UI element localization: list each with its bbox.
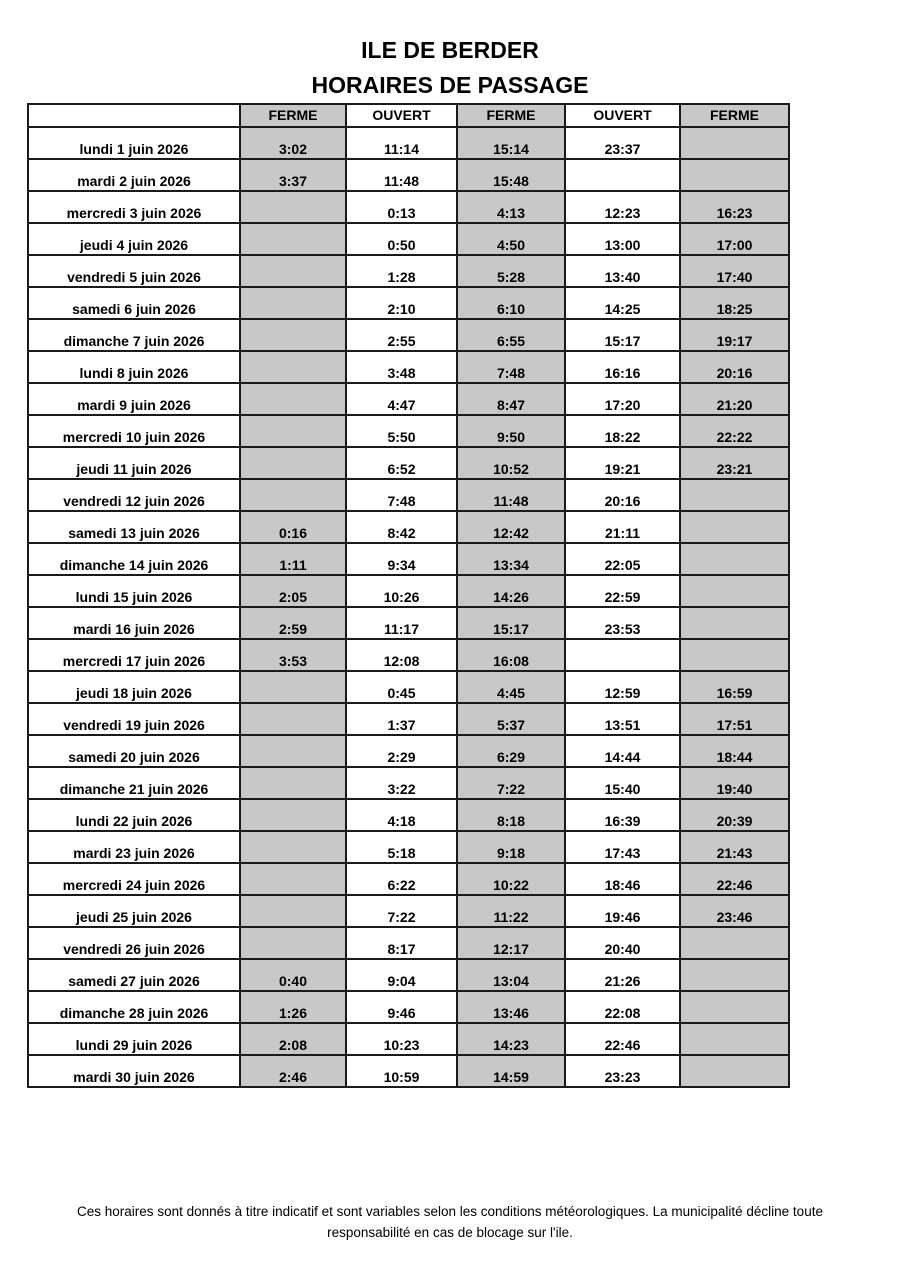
time-cell-ouvert-2: 17:43 bbox=[565, 831, 680, 863]
time-cell-ferme-1: 2:08 bbox=[240, 1023, 346, 1055]
date-cell: jeudi 25 juin 2026 bbox=[28, 895, 240, 927]
date-cell: vendredi 5 juin 2026 bbox=[28, 255, 240, 287]
time-cell-ferme-3: 20:39 bbox=[680, 799, 789, 831]
table-row bbox=[28, 671, 789, 703]
time-cell-ouvert-1: 10:23 bbox=[346, 1023, 457, 1055]
time-cell-ouvert-2: 22:59 bbox=[565, 575, 680, 607]
table-row bbox=[28, 255, 789, 287]
time-cell-ferme-2: 5:37 bbox=[457, 703, 565, 735]
table-row bbox=[28, 543, 789, 575]
time-cell-ferme-2: 6:29 bbox=[457, 735, 565, 767]
time-cell-ouvert-2: 19:21 bbox=[565, 447, 680, 479]
time-cell-ferme-1: 1:11 bbox=[240, 543, 346, 575]
time-cell-ouvert-1: 4:18 bbox=[346, 799, 457, 831]
time-cell-ouvert-2: 12:23 bbox=[565, 191, 680, 223]
time-cell-ferme-2: 8:18 bbox=[457, 799, 565, 831]
time-cell-ferme-3 bbox=[680, 991, 789, 1023]
date-cell: mercredi 17 juin 2026 bbox=[28, 639, 240, 671]
column-header-ferme-3: FERME bbox=[680, 104, 789, 127]
column-header-ferme-1: FERME bbox=[240, 104, 346, 127]
table-row bbox=[28, 607, 789, 639]
date-cell: mercredi 24 juin 2026 bbox=[28, 863, 240, 895]
time-cell-ferme-2: 15:48 bbox=[457, 159, 565, 191]
time-cell-ferme-1 bbox=[240, 735, 346, 767]
time-cell-ferme-2: 14:59 bbox=[457, 1055, 565, 1087]
time-cell-ferme-1: 1:26 bbox=[240, 991, 346, 1023]
column-header-ouvert-1: OUVERT bbox=[346, 104, 457, 127]
time-cell-ferme-2: 13:46 bbox=[457, 991, 565, 1023]
time-cell-ferme-1: 2:05 bbox=[240, 575, 346, 607]
table-row bbox=[28, 287, 789, 319]
time-cell-ouvert-2: 23:37 bbox=[565, 127, 680, 159]
time-cell-ferme-1: 0:40 bbox=[240, 959, 346, 991]
time-cell-ferme-2: 7:22 bbox=[457, 767, 565, 799]
time-cell-ouvert-2: 22:05 bbox=[565, 543, 680, 575]
date-cell: jeudi 4 juin 2026 bbox=[28, 223, 240, 255]
time-cell-ouvert-1: 7:48 bbox=[346, 479, 457, 511]
time-cell-ouvert-2: 13:00 bbox=[565, 223, 680, 255]
date-cell: lundi 29 juin 2026 bbox=[28, 1023, 240, 1055]
time-cell-ouvert-1: 6:52 bbox=[346, 447, 457, 479]
table-row bbox=[28, 159, 789, 191]
time-cell-ouvert-1: 2:55 bbox=[346, 319, 457, 351]
time-cell-ferme-2: 4:50 bbox=[457, 223, 565, 255]
time-cell-ouvert-2 bbox=[565, 639, 680, 671]
time-cell-ouvert-1: 0:50 bbox=[346, 223, 457, 255]
time-cell-ferme-2: 13:34 bbox=[457, 543, 565, 575]
date-cell: jeudi 11 juin 2026 bbox=[28, 447, 240, 479]
date-cell: samedi 6 juin 2026 bbox=[28, 287, 240, 319]
date-cell: mardi 23 juin 2026 bbox=[28, 831, 240, 863]
time-cell-ferme-2: 7:48 bbox=[457, 351, 565, 383]
date-cell: mardi 30 juin 2026 bbox=[28, 1055, 240, 1087]
time-cell-ouvert-2: 22:08 bbox=[565, 991, 680, 1023]
time-cell-ferme-1 bbox=[240, 863, 346, 895]
time-cell-ferme-1 bbox=[240, 703, 346, 735]
page-subtitle: HORAIRES DE PASSAGE bbox=[311, 72, 589, 98]
time-cell-ferme-2: 16:08 bbox=[457, 639, 565, 671]
time-cell-ferme-3 bbox=[680, 1023, 789, 1055]
table-row bbox=[28, 383, 789, 415]
time-cell-ferme-1: 3:37 bbox=[240, 159, 346, 191]
time-cell-ferme-3 bbox=[680, 543, 789, 575]
table-row bbox=[28, 351, 789, 383]
time-cell-ferme-1 bbox=[240, 671, 346, 703]
time-cell-ferme-3: 18:25 bbox=[680, 287, 789, 319]
time-cell-ferme-3: 16:23 bbox=[680, 191, 789, 223]
time-cell-ouvert-2: 17:20 bbox=[565, 383, 680, 415]
table-row bbox=[28, 799, 789, 831]
date-cell: vendredi 19 juin 2026 bbox=[28, 703, 240, 735]
date-cell: samedi 13 juin 2026 bbox=[28, 511, 240, 543]
date-cell: mardi 16 juin 2026 bbox=[28, 607, 240, 639]
time-cell-ferme-2: 13:04 bbox=[457, 959, 565, 991]
time-cell-ouvert-1: 1:28 bbox=[346, 255, 457, 287]
time-cell-ouvert-2: 13:40 bbox=[565, 255, 680, 287]
time-cell-ouvert-2: 14:25 bbox=[565, 287, 680, 319]
time-cell-ferme-2: 10:52 bbox=[457, 447, 565, 479]
time-cell-ferme-1 bbox=[240, 383, 346, 415]
date-cell: dimanche 21 juin 2026 bbox=[28, 767, 240, 799]
table-row bbox=[28, 511, 789, 543]
time-cell-ferme-2: 6:55 bbox=[457, 319, 565, 351]
time-cell-ouvert-2: 23:23 bbox=[565, 1055, 680, 1087]
date-cell: lundi 15 juin 2026 bbox=[28, 575, 240, 607]
date-cell: mardi 2 juin 2026 bbox=[28, 159, 240, 191]
time-cell-ouvert-1: 11:14 bbox=[346, 127, 457, 159]
time-cell-ouvert-1: 6:22 bbox=[346, 863, 457, 895]
time-cell-ferme-1: 2:59 bbox=[240, 607, 346, 639]
time-cell-ouvert-1: 10:26 bbox=[346, 575, 457, 607]
time-cell-ferme-3: 21:20 bbox=[680, 383, 789, 415]
time-cell-ferme-3: 23:21 bbox=[680, 447, 789, 479]
time-cell-ouvert-1: 5:18 bbox=[346, 831, 457, 863]
time-cell-ouvert-1: 3:48 bbox=[346, 351, 457, 383]
page-title: ILE DE BERDER bbox=[361, 37, 539, 63]
time-cell-ferme-3 bbox=[680, 127, 789, 159]
time-cell-ouvert-1: 8:17 bbox=[346, 927, 457, 959]
table-row bbox=[28, 959, 789, 991]
time-cell-ouvert-2: 15:17 bbox=[565, 319, 680, 351]
time-cell-ferme-3: 20:16 bbox=[680, 351, 789, 383]
time-cell-ouvert-1: 5:50 bbox=[346, 415, 457, 447]
time-cell-ferme-3: 19:17 bbox=[680, 319, 789, 351]
time-cell-ferme-1 bbox=[240, 351, 346, 383]
time-cell-ferme-1: 3:02 bbox=[240, 127, 346, 159]
time-cell-ferme-2: 12:17 bbox=[457, 927, 565, 959]
time-cell-ferme-3 bbox=[680, 1055, 789, 1087]
time-cell-ferme-1 bbox=[240, 895, 346, 927]
time-cell-ferme-1 bbox=[240, 479, 346, 511]
time-cell-ferme-1 bbox=[240, 319, 346, 351]
table-row bbox=[28, 127, 789, 159]
time-cell-ferme-2: 8:47 bbox=[457, 383, 565, 415]
time-cell-ferme-2: 14:26 bbox=[457, 575, 565, 607]
time-cell-ferme-3 bbox=[680, 575, 789, 607]
table-row bbox=[28, 895, 789, 927]
time-cell-ouvert-2: 20:16 bbox=[565, 479, 680, 511]
table-row bbox=[28, 927, 789, 959]
time-cell-ferme-3 bbox=[680, 607, 789, 639]
table-row bbox=[28, 735, 789, 767]
time-cell-ouvert-2: 21:11 bbox=[565, 511, 680, 543]
time-cell-ferme-3: 23:46 bbox=[680, 895, 789, 927]
time-cell-ferme-2: 15:17 bbox=[457, 607, 565, 639]
date-cell: mercredi 3 juin 2026 bbox=[28, 191, 240, 223]
time-cell-ferme-2: 9:18 bbox=[457, 831, 565, 863]
table-row bbox=[28, 575, 789, 607]
table-row bbox=[28, 639, 789, 671]
disclaimer bbox=[40, 1201, 860, 1243]
time-cell-ferme-1 bbox=[240, 287, 346, 319]
time-cell-ferme-1 bbox=[240, 191, 346, 223]
time-cell-ferme-1 bbox=[240, 223, 346, 255]
column-header-ferme-2: FERME bbox=[457, 104, 565, 127]
table-row bbox=[28, 319, 789, 351]
time-cell-ouvert-2: 12:59 bbox=[565, 671, 680, 703]
time-cell-ferme-3: 18:44 bbox=[680, 735, 789, 767]
date-cell: mardi 9 juin 2026 bbox=[28, 383, 240, 415]
table-row bbox=[28, 767, 789, 799]
time-cell-ferme-3 bbox=[680, 479, 789, 511]
time-cell-ouvert-2: 20:40 bbox=[565, 927, 680, 959]
time-cell-ferme-3: 22:46 bbox=[680, 863, 789, 895]
time-cell-ouvert-1: 11:17 bbox=[346, 607, 457, 639]
time-cell-ouvert-2: 16:39 bbox=[565, 799, 680, 831]
time-cell-ouvert-1: 7:22 bbox=[346, 895, 457, 927]
table-row bbox=[28, 831, 789, 863]
time-cell-ferme-3: 17:00 bbox=[680, 223, 789, 255]
time-cell-ferme-3 bbox=[680, 639, 789, 671]
time-cell-ferme-2: 5:28 bbox=[457, 255, 565, 287]
time-cell-ouvert-2: 21:26 bbox=[565, 959, 680, 991]
time-cell-ferme-2: 11:22 bbox=[457, 895, 565, 927]
time-cell-ferme-1: 2:46 bbox=[240, 1055, 346, 1087]
time-cell-ferme-3 bbox=[680, 511, 789, 543]
time-cell-ouvert-2 bbox=[565, 159, 680, 191]
time-cell-ferme-1 bbox=[240, 255, 346, 287]
column-header-date bbox=[28, 104, 240, 127]
time-cell-ferme-3 bbox=[680, 959, 789, 991]
time-cell-ferme-1 bbox=[240, 767, 346, 799]
time-cell-ouvert-1: 4:47 bbox=[346, 383, 457, 415]
time-cell-ferme-3: 16:59 bbox=[680, 671, 789, 703]
schedule-table bbox=[27, 103, 790, 1088]
time-cell-ferme-1 bbox=[240, 415, 346, 447]
table-row bbox=[28, 191, 789, 223]
date-cell: mercredi 10 juin 2026 bbox=[28, 415, 240, 447]
time-cell-ferme-2: 4:13 bbox=[457, 191, 565, 223]
time-cell-ferme-3: 21:43 bbox=[680, 831, 789, 863]
time-cell-ferme-1: 0:16 bbox=[240, 511, 346, 543]
table-row bbox=[28, 863, 789, 895]
table-row bbox=[28, 1023, 789, 1055]
date-cell: lundi 8 juin 2026 bbox=[28, 351, 240, 383]
date-cell: vendredi 12 juin 2026 bbox=[28, 479, 240, 511]
time-cell-ouvert-2: 22:46 bbox=[565, 1023, 680, 1055]
date-cell: vendredi 26 juin 2026 bbox=[28, 927, 240, 959]
time-cell-ouvert-1: 0:45 bbox=[346, 671, 457, 703]
time-cell-ouvert-1: 9:46 bbox=[346, 991, 457, 1023]
time-cell-ouvert-1: 12:08 bbox=[346, 639, 457, 671]
disclaimer-line-2: responsabilité en cas de blocage sur l'ile. bbox=[327, 1225, 573, 1240]
time-cell-ouvert-1: 2:10 bbox=[346, 287, 457, 319]
column-header-ouvert-2: OUVERT bbox=[565, 104, 680, 127]
time-cell-ouvert-2: 13:51 bbox=[565, 703, 680, 735]
time-cell-ouvert-2: 15:40 bbox=[565, 767, 680, 799]
time-cell-ferme-2: 4:45 bbox=[457, 671, 565, 703]
time-cell-ouvert-1: 9:04 bbox=[346, 959, 457, 991]
time-cell-ouvert-2: 14:44 bbox=[565, 735, 680, 767]
date-cell: jeudi 18 juin 2026 bbox=[28, 671, 240, 703]
time-cell-ouvert-2: 18:22 bbox=[565, 415, 680, 447]
table-row bbox=[28, 447, 789, 479]
time-cell-ouvert-1: 8:42 bbox=[346, 511, 457, 543]
time-cell-ouvert-1: 11:48 bbox=[346, 159, 457, 191]
date-cell: lundi 1 juin 2026 bbox=[28, 127, 240, 159]
table-row bbox=[28, 415, 789, 447]
time-cell-ferme-1 bbox=[240, 831, 346, 863]
time-cell-ferme-2: 9:50 bbox=[457, 415, 565, 447]
time-cell-ouvert-2: 19:46 bbox=[565, 895, 680, 927]
time-cell-ferme-3 bbox=[680, 159, 789, 191]
time-cell-ferme-2: 6:10 bbox=[457, 287, 565, 319]
time-cell-ferme-1 bbox=[240, 927, 346, 959]
time-cell-ferme-3 bbox=[680, 927, 789, 959]
time-cell-ouvert-2: 18:46 bbox=[565, 863, 680, 895]
date-cell: lundi 22 juin 2026 bbox=[28, 799, 240, 831]
time-cell-ouvert-2: 16:16 bbox=[565, 351, 680, 383]
date-cell: dimanche 14 juin 2026 bbox=[28, 543, 240, 575]
time-cell-ferme-2: 10:22 bbox=[457, 863, 565, 895]
table-row bbox=[28, 223, 789, 255]
time-cell-ferme-3: 17:51 bbox=[680, 703, 789, 735]
time-cell-ferme-2: 14:23 bbox=[457, 1023, 565, 1055]
time-cell-ferme-1 bbox=[240, 447, 346, 479]
table-row bbox=[28, 703, 789, 735]
time-cell-ferme-2: 11:48 bbox=[457, 479, 565, 511]
time-cell-ouvert-1: 2:29 bbox=[346, 735, 457, 767]
time-cell-ferme-3: 17:40 bbox=[680, 255, 789, 287]
table-row bbox=[28, 991, 789, 1023]
time-cell-ouvert-1: 10:59 bbox=[346, 1055, 457, 1087]
time-cell-ferme-1 bbox=[240, 799, 346, 831]
date-cell: dimanche 28 juin 2026 bbox=[28, 991, 240, 1023]
time-cell-ouvert-1: 0:13 bbox=[346, 191, 457, 223]
table-body bbox=[28, 127, 789, 1087]
time-cell-ferme-3: 22:22 bbox=[680, 415, 789, 447]
time-cell-ouvert-1: 1:37 bbox=[346, 703, 457, 735]
table-row bbox=[28, 1055, 789, 1087]
time-cell-ouvert-1: 3:22 bbox=[346, 767, 457, 799]
time-cell-ouvert-2: 23:53 bbox=[565, 607, 680, 639]
date-cell: dimanche 7 juin 2026 bbox=[28, 319, 240, 351]
time-cell-ferme-1: 3:53 bbox=[240, 639, 346, 671]
date-cell: samedi 27 juin 2026 bbox=[28, 959, 240, 991]
time-cell-ferme-2: 15:14 bbox=[457, 127, 565, 159]
date-cell: samedi 20 juin 2026 bbox=[28, 735, 240, 767]
disclaimer-line-1: Ces horaires sont donnés à titre indicatif et sont variables selon les conditions météorologiques. La municipalité décline toute bbox=[77, 1204, 823, 1219]
time-cell-ferme-2: 12:42 bbox=[457, 511, 565, 543]
table-header-row bbox=[28, 104, 789, 127]
time-cell-ferme-3: 19:40 bbox=[680, 767, 789, 799]
table-row bbox=[28, 479, 789, 511]
time-cell-ouvert-1: 9:34 bbox=[346, 543, 457, 575]
